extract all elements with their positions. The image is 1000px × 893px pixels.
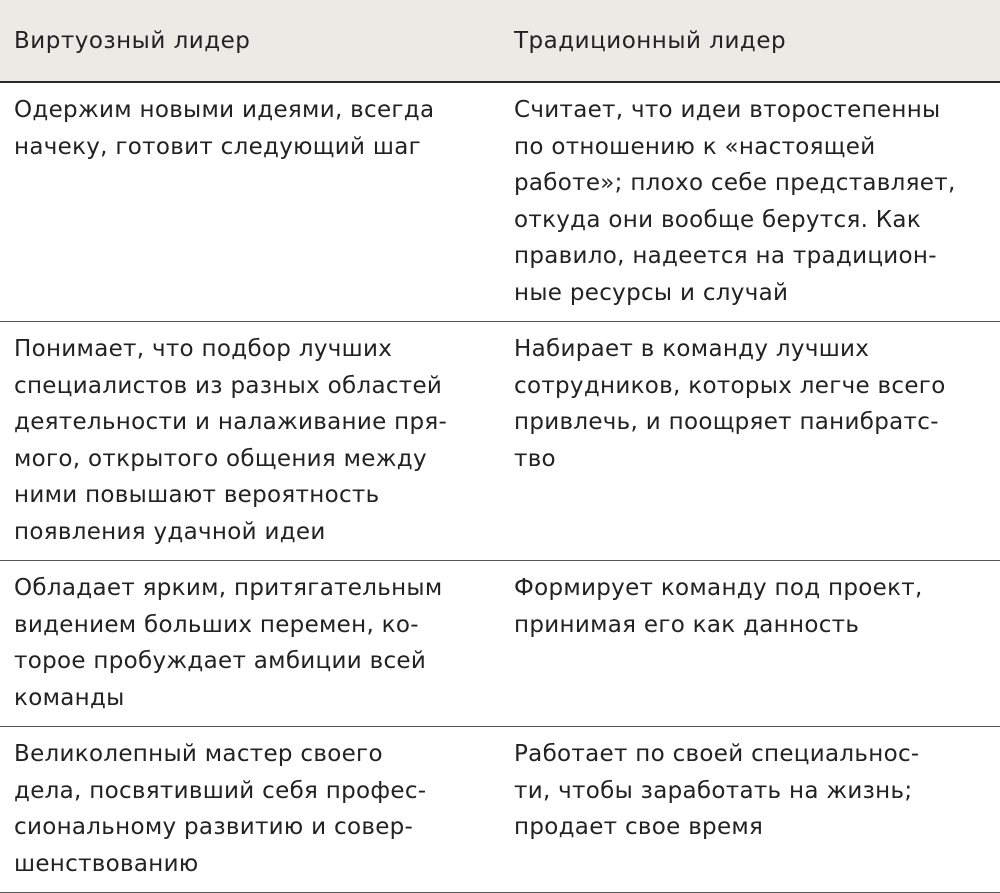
traditional-cell: [500, 561, 1000, 727]
virtuoso-cell: [0, 727, 500, 893]
traditional-cell: [500, 82, 1000, 322]
cell-line: Одержим новыми идеями, всегда: [14, 97, 435, 123]
table-row: [0, 82, 1000, 322]
cell-line: дела, посвятивший себя профес-: [14, 777, 427, 804]
cell-line: Набирает в команду лучших: [514, 336, 870, 362]
cell-line: ними повышают вероятность: [14, 482, 380, 508]
cell-line: деятельности и налаживание пря-: [14, 409, 448, 435]
traditional-cell: [500, 322, 1000, 561]
cell-line: Обладает ярким, притягательным: [14, 575, 443, 601]
cell-line: Понимает, что подбор лучших: [14, 336, 393, 362]
virtuoso-cell: [0, 82, 500, 322]
table-header-row: [0, 0, 1000, 82]
cell-line: сиональному развитию и совер-: [14, 814, 414, 840]
virtuoso-cell: [0, 322, 500, 561]
cell-line: начеку, готовит следующий шаг: [14, 133, 421, 160]
cell-line: откуда они вообще берутся. Как: [514, 206, 922, 233]
cell-line: команды: [14, 684, 125, 711]
cell-line: Считает, что идеи второстепенны: [514, 97, 941, 123]
cell-line: продает свое время: [514, 814, 764, 840]
cell-line: ти, чтобы заработать на жизнь;: [514, 777, 913, 804]
cell-line: правило, надеется на традицион-: [514, 243, 937, 269]
virtuoso-cell: [0, 561, 500, 727]
cell-line: Формирует команду под проект,: [514, 575, 923, 601]
cell-line: торое пробуждает амбиции всей: [14, 648, 427, 674]
cell-line: ные ресурсы и случай: [514, 279, 789, 306]
cell-line: появления удачной идеи: [14, 518, 326, 545]
table-row: [0, 561, 1000, 727]
cell-line: мого, открытого общения между: [14, 445, 427, 472]
cell-line: специалистов из разных областей: [14, 372, 443, 399]
traditional-cell: [500, 727, 1000, 893]
header-virtuoso-leader: Виртуозный лидер: [0, 0, 500, 82]
cell-line: Работает по своей специальнос-: [514, 741, 920, 767]
cell-line: Великолепный мастер своего: [14, 741, 383, 767]
cell-line: шенствованию: [14, 850, 199, 877]
cell-line: принимая его как данность: [514, 611, 860, 638]
cell-line: тво: [514, 445, 556, 472]
cell-line: по отношению к «настоящей: [514, 133, 876, 160]
table-row: [0, 727, 1000, 893]
header-traditional-leader: Традиционный лидер: [500, 0, 1000, 82]
table-row: [0, 322, 1000, 561]
cell-line: привлечь, и поощряет панибратс-: [514, 409, 939, 435]
cell-line: видением больших перемен, ко-: [14, 611, 419, 638]
cell-line: работе»; плохо себе представляет,: [514, 170, 956, 196]
cell-line: сотрудников, которых легче всего: [514, 372, 946, 399]
